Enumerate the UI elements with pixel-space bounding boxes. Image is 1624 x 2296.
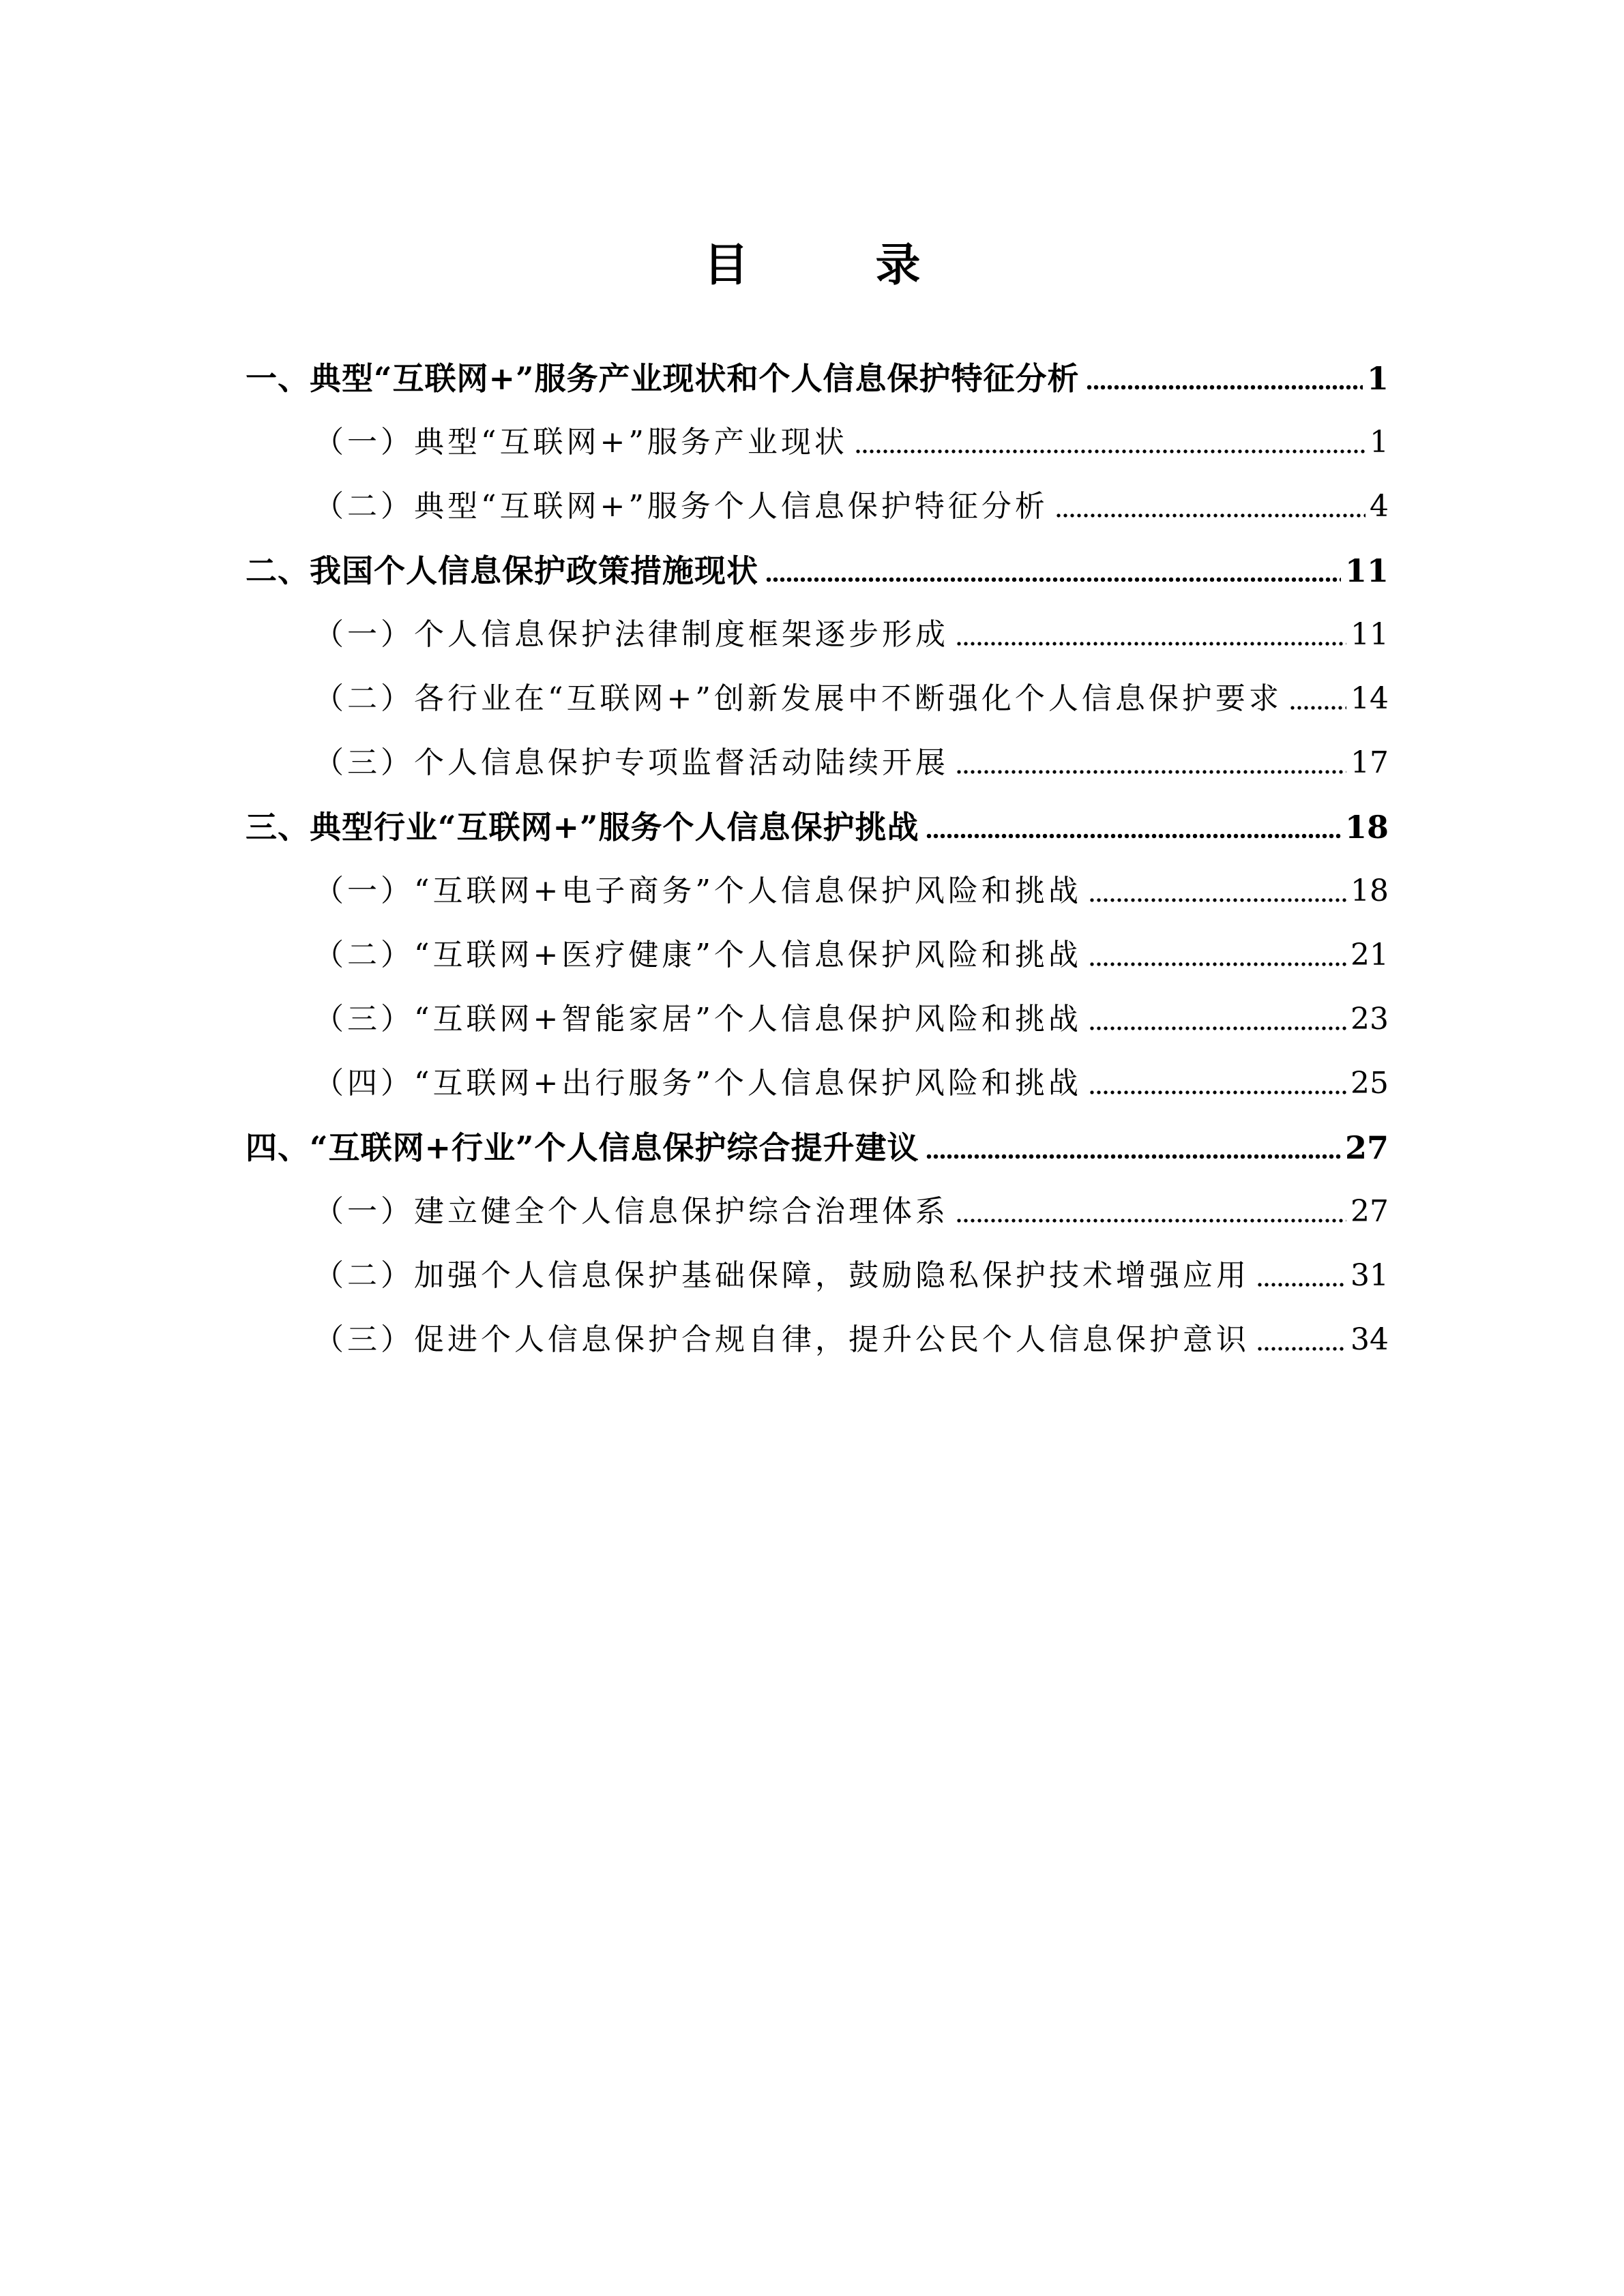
- toc-page-number: 11: [1350, 617, 1389, 652]
- toc-page-number: 11: [1344, 552, 1389, 589]
- toc-entry-title: （三）“互联网+智能家居”个人信息保护风险和挑战: [314, 1002, 1082, 1037]
- toc-section-entry[interactable]: [314, 1252, 1389, 1300]
- toc-entry-title: （一）典型“互联网+”服务产业现状: [314, 425, 848, 460]
- toc-page-number: 23: [1350, 1002, 1389, 1037]
- toc-entry-title: （二）各行业在“互联网+”创新发展中不断强化个人信息保护要求: [314, 681, 1282, 716]
- dot-leader: [1089, 1088, 1346, 1097]
- toc-section-entry[interactable]: [314, 1060, 1389, 1107]
- toc-entry-title: （二）加强个人信息保护基础保障，鼓励隐私保护技术增强应用: [314, 1258, 1250, 1293]
- toc-entry-title: （一）个人信息保护法律制度框架逐步形成: [314, 617, 949, 652]
- toc-section-entry[interactable]: [314, 1316, 1389, 1364]
- dot-leader: [1256, 1281, 1346, 1289]
- toc-page-number: 18: [1350, 874, 1389, 908]
- toc-section-entry[interactable]: [314, 739, 1389, 787]
- toc-section-entry[interactable]: [314, 611, 1389, 659]
- dot-leader: [956, 1217, 1346, 1225]
- toc-section-entry[interactable]: [314, 675, 1389, 723]
- toc-entry-title: （四）“互联网+出行服务”个人信息保护风险和挑战: [314, 1066, 1082, 1101]
- toc-page-number: 14: [1350, 681, 1389, 716]
- dot-leader: [1089, 1024, 1346, 1032]
- dot-leader: [1089, 960, 1346, 968]
- toc-section-entry[interactable]: [314, 931, 1389, 979]
- toc-section-entry[interactable]: [314, 419, 1389, 466]
- dot-leader: [765, 576, 1341, 584]
- toc-chapter-entry[interactable]: [246, 547, 1389, 595]
- toc-section-entry[interactable]: [314, 1188, 1389, 1236]
- dot-leader: [1289, 704, 1346, 712]
- toc-entry-title: （二）典型“互联网+”服务个人信息保护特征分析: [314, 489, 1048, 524]
- dot-leader: [1256, 1345, 1346, 1353]
- toc-page-number: 31: [1350, 1258, 1389, 1293]
- toc-page-number: 17: [1350, 745, 1389, 780]
- toc-entry-title: 四、“互联网+行业”个人信息保护综合提升建议: [246, 1129, 919, 1166]
- toc-page-number: 25: [1350, 1066, 1389, 1101]
- toc-page-number: 34: [1350, 1322, 1389, 1357]
- toc-entry-title: （一）建立健全个人信息保护综合治理体系: [314, 1194, 949, 1229]
- page-title: 目 录: [703, 239, 962, 292]
- toc-page-number: 4: [1370, 489, 1389, 524]
- toc-page-number: 1: [1366, 360, 1389, 397]
- toc-chapter-entry[interactable]: [246, 355, 1389, 402]
- dot-leader: [1055, 511, 1365, 520]
- toc-section-entry[interactable]: [314, 996, 1389, 1043]
- toc-entry-title: （一）“互联网+电子商务”个人信息保护风险和挑战: [314, 874, 1082, 908]
- toc-entry-title: 二、我国个人信息保护政策措施现状: [246, 552, 758, 589]
- toc-entry-title: 一、典型“互联网+”服务产业现状和个人信息保护特征分析: [246, 360, 1080, 397]
- dot-leader: [926, 832, 1341, 840]
- dot-leader: [956, 768, 1346, 776]
- toc-entry-title: 三、典型行业“互联网+”服务个人信息保护挑战: [246, 809, 919, 846]
- dot-leader: [1086, 383, 1363, 391]
- toc-page-number: 18: [1344, 809, 1389, 846]
- toc-page-number: 1: [1370, 425, 1389, 460]
- toc-section-entry[interactable]: [314, 483, 1389, 531]
- dot-leader: [1089, 896, 1346, 904]
- dot-leader: [855, 447, 1365, 456]
- toc-page-number: 21: [1350, 938, 1389, 972]
- dot-leader: [926, 1152, 1341, 1161]
- dot-leader: [956, 640, 1346, 648]
- toc-entry-title: （二）“互联网+医疗健康”个人信息保护风险和挑战: [314, 938, 1082, 972]
- toc-chapter-entry[interactable]: [246, 1124, 1389, 1172]
- toc-entry-title: （三）促进个人信息保护合规自律，提升公民个人信息保护意识: [314, 1322, 1250, 1357]
- toc-chapter-entry[interactable]: [246, 803, 1389, 851]
- toc-page-number: 27: [1350, 1194, 1389, 1229]
- toc-entry-title: （三）个人信息保护专项监督活动陆续开展: [314, 745, 949, 780]
- toc-section-entry[interactable]: [314, 867, 1389, 915]
- toc-page-number: 27: [1344, 1129, 1389, 1166]
